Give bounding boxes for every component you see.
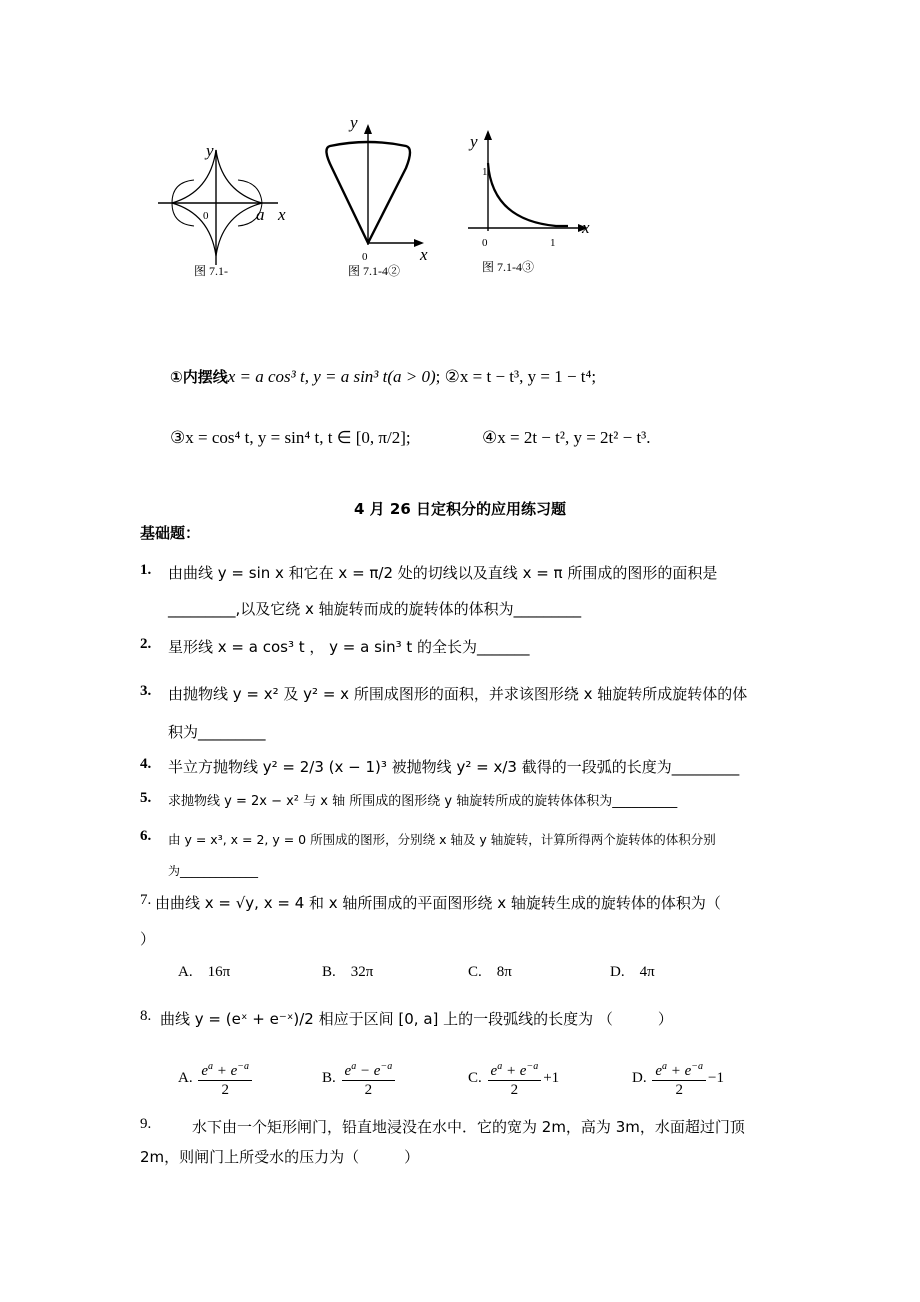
option-a-fraction: $\frac{e^a + e^{-a}}{2}$ xyxy=(198,1058,252,1099)
question-6-text: 由 y = x³, x = 2, y = 0 所围成的图形，分别绕 x 轴及 y 轴旋转，计算所得两个旋转体的体积分别 xyxy=(168,832,716,847)
y-axis-label: y xyxy=(470,132,478,151)
option-d-fraction: $\frac{e^a + e^{-a}}{2}$ xyxy=(652,1058,706,1099)
curve-list-row-1 xyxy=(170,366,596,387)
question-7-text-cont: ） xyxy=(140,930,156,948)
option-c-letter: C. xyxy=(468,1069,482,1086)
question-8-option-b[interactable] xyxy=(322,1058,397,1099)
question-1-text-cont: _________,以及它绕 x 轴旋转而成的旋转体的体积为_________ xyxy=(168,600,582,618)
a-label: a xyxy=(256,205,265,224)
figure-1-caption: 图 7.1- xyxy=(194,264,228,278)
question-6-text-cont: 为_____________ xyxy=(168,864,259,878)
x-axis-label: x xyxy=(278,205,286,224)
question-9-text: 水下由一个矩形闸门，铅直地浸没在水中．它的宽为 2m，高为 3m，水面超过门顶 xyxy=(192,1118,745,1136)
curve-3-formula: ③x = cos⁴ t, y = sin⁴ t, t ∈ [0, π/2]; xyxy=(170,428,411,447)
question-2-text: 星形线 x = a cos³ t ， y = a sin³ t 的全长为_______ xyxy=(168,638,530,656)
question-4-text: 半立方抛物线 y² = 2/3 (x − 1)³ 被抛物线 y² = x/3 截得的一段弧的长度为_________ xyxy=(168,758,740,776)
question-9-text-cont: 2m，则闸门上所受水的压力为（ ） xyxy=(140,1148,420,1166)
option-d-letter: D. xyxy=(632,1069,647,1086)
question-5-number: 5. xyxy=(140,790,152,806)
question-6-number: 6. xyxy=(140,828,152,844)
origin-label: 0 xyxy=(482,237,488,249)
question-9-number: 9. xyxy=(140,1116,152,1132)
tick-x-label: 1 xyxy=(550,237,556,249)
question-8-option-d[interactable]: D. $\frac{e^a + e^{-a}}{2}$ −1 xyxy=(632,1058,724,1099)
question-8-text: 曲线 y = (eˣ + e⁻ˣ)/2 相应于区间 [0, a] 上的一段弧线的长度为 （ ） xyxy=(160,1010,673,1028)
question-8-number: 8. xyxy=(140,1008,152,1024)
option-b-letter: B. xyxy=(322,1069,336,1086)
curve-1-formula: x = a cos³ t, y = a sin³ t(a > 0) xyxy=(227,367,436,386)
curve-2-formula: ; ②x = t − t³, y = 1 − t⁴; xyxy=(435,367,597,386)
option-c-fraction: $\frac{e^a + e^{-a}}{2}$ xyxy=(488,1058,542,1099)
question-3-text-cont: 积为_________ xyxy=(168,723,266,741)
question-7-option-a[interactable]: A. 16π xyxy=(178,964,231,980)
y-axis-label: y xyxy=(206,141,214,160)
curve-1-label: ①内摆线 xyxy=(170,368,228,386)
question-7-option-b[interactable]: B. 32π xyxy=(322,964,374,980)
question-3-number: 3. xyxy=(140,683,152,699)
y-axis-arrow xyxy=(364,124,372,134)
figure-2-caption: 图 7.1-4② xyxy=(348,264,400,278)
question-2-number: 2. xyxy=(140,636,152,652)
tick-y-label: 1 xyxy=(482,166,488,178)
section-heading: 基础题： xyxy=(140,524,201,542)
curve-4-formula: ④x = 2t − t², y = 2t² − t³. xyxy=(482,428,651,447)
figure-teardrop xyxy=(320,110,440,270)
question-7-option-c[interactable]: C. 8π xyxy=(468,964,512,980)
question-1-text: 由曲线 y = sin x 和它在 x = π/2 处的切线以及直线 x = π 所围成的图形的面积是 xyxy=(168,564,718,582)
option-a-letter: A. xyxy=(178,1069,193,1086)
figure-decay xyxy=(462,125,597,255)
option-b-fraction: $\frac{e^a - e^{-a}}{2}$ xyxy=(342,1058,396,1099)
question-7-text: 由曲线 x = √y, x = 4 和 x 轴所围成的平面图形绕 x 轴旋转生成的旋转体的体积为（ xyxy=(155,894,721,912)
decay-curve xyxy=(488,163,568,226)
question-5-text: 求抛物线 y = 2x − x² 与 x 轴 所围成的图形绕 y 轴旋转所成的旋转体体积为__________ xyxy=(168,794,678,809)
question-3-text: 由抛物线 y = x² 及 y² = x 所围成图形的面积，并求该图形绕 x 轴旋转所成旋转体的体 xyxy=(168,685,748,703)
page-title: 4 月 26 日定积分的应用练习题 xyxy=(354,500,566,518)
x-axis-label: x xyxy=(420,245,428,264)
question-7-option-d[interactable]: D. 4π xyxy=(610,964,655,980)
question-8-option-c[interactable]: C. $\frac{e^a + e^{-a}}{2}$ +1 xyxy=(468,1058,559,1099)
origin-label: 0 xyxy=(362,251,368,263)
question-7-number: 7. xyxy=(140,892,152,908)
figure-3-caption: 图 7.1-4③ xyxy=(482,260,534,274)
origin-label: 0 xyxy=(203,210,209,222)
question-8-option-a[interactable] xyxy=(178,1058,254,1099)
question-1-number: 1. xyxy=(140,562,152,578)
y-axis-arrow xyxy=(484,130,492,140)
question-4-number: 4. xyxy=(140,756,152,772)
y-axis-label: y xyxy=(350,113,358,132)
figure-astroid xyxy=(150,130,300,270)
x-axis-label: x xyxy=(582,218,590,237)
